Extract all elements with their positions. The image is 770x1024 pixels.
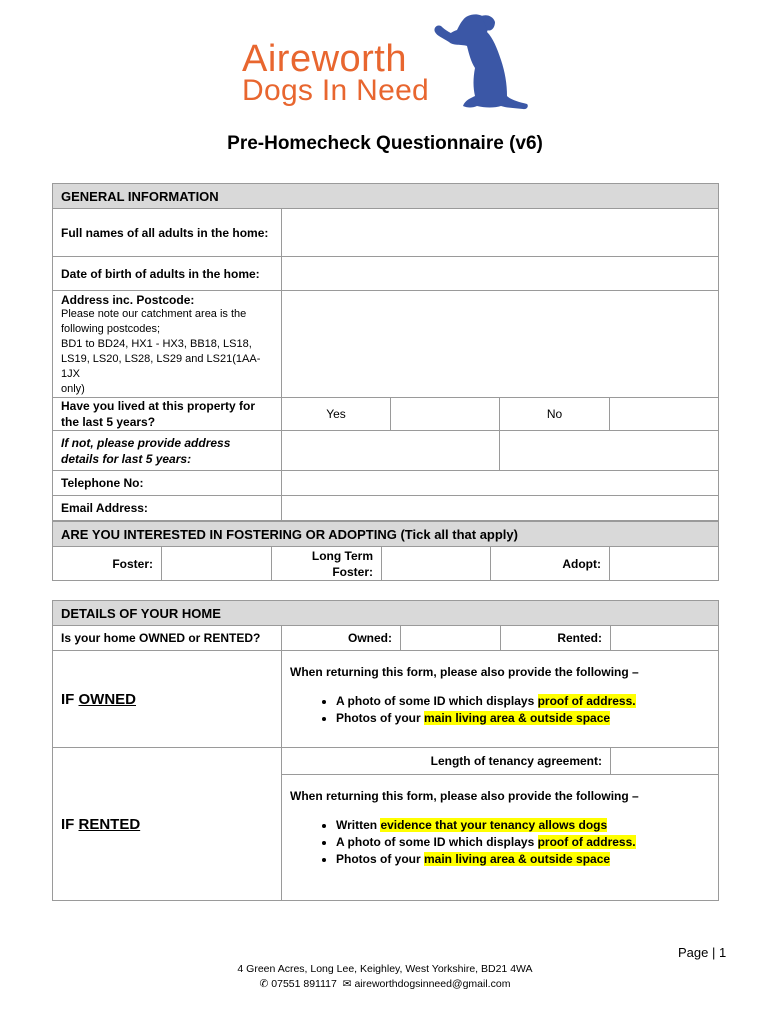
no-label: No [500,398,610,431]
adopt-tick-box[interactable] [610,547,719,581]
long-term-label-1: Long Term [311,548,373,563]
long-term-foster-label [272,547,382,581]
address-label-cell [53,291,282,398]
telephone-field[interactable] [282,471,719,496]
dog-logo-icon [423,12,533,116]
rented-bullet-1-highlight: evidence that your tenancy allows dogs [380,818,608,832]
foster-tick-box[interactable] [162,547,272,581]
owned-intro: When returning this form, please also provide the following – [290,665,639,679]
lived-label-cell [53,398,282,431]
page-number: Page | 1 [678,945,727,960]
rented-instructions [282,775,719,901]
tenancy-label: Length of tenancy agreement: [282,748,611,775]
prev-address-label-1: If not, please provide address [61,435,231,450]
home-details-header: DETAILS OF YOUR HOME [53,601,719,626]
owned-tick-box[interactable] [401,626,501,651]
footer-address: 4 Green Acres, Long Lee, Keighley, West Yorkshire, BD21 4WA [237,963,533,975]
no-tick-box[interactable] [610,398,719,431]
owned-rented-question: Is your home OWNED or RENTED? [53,626,282,651]
owned-instructions [282,651,719,748]
foster-label: Foster: [53,547,162,581]
footer-contact [0,977,770,992]
address-label: Address inc. Postcode: [61,293,195,307]
owned-bullet-1 [336,693,710,710]
prev-address-field-2[interactable] [500,431,719,471]
rented-bullet-3 [336,851,710,868]
address-note-2: following postcodes; [61,323,161,335]
prev-address-label-2: details for last 5 years: [61,451,192,466]
tenancy-field[interactable] [611,748,719,775]
logo [238,12,530,118]
email-field[interactable] [282,496,719,521]
long-term-label-2: Foster: [332,564,373,579]
if-rented-prefix: IF [61,815,79,833]
owned-bullet-2 [336,710,710,727]
interest-header: ARE YOU INTERESTED IN FOSTERING OR ADOPTING (Tick all that apply) [53,522,719,547]
general-information-table [52,183,719,521]
if-rented-heading [53,748,282,901]
rented-bullet-2-highlight: proof of address. [537,835,636,849]
dob-field[interactable] [282,257,719,291]
address-note-5: only) [61,383,85,395]
rented-bullet-3-text: Photos of your [336,852,424,866]
rented-intro: When returning this form, please also provide the following – [290,789,639,803]
phone-icon: ✆ [259,978,269,990]
rented-bullet-2 [336,834,710,851]
prev-address-field-1[interactable] [282,431,500,471]
if-owned-word: OWNED [78,690,136,708]
full-names-label: Full names of all adults in the home: [53,209,282,257]
footer-email: aireworthdogsinneed@gmail.com [354,978,511,990]
prev-address-label-cell [53,431,282,471]
owned-bullet-1-text: A photo of some ID which displays [336,694,538,708]
owned-label: Owned: [282,626,401,651]
address-note-3: BD1 to BD24, HX1 - HX3, BB18, LS18, [61,338,252,350]
email-label: Email Address: [53,496,282,521]
long-term-foster-tick-box[interactable] [382,547,491,581]
lived-label-2: the last 5 years? [61,415,156,429]
owned-bullet-2-text: Photos of your [336,711,424,725]
owned-bullet-2-highlight: main living area & outside space [424,711,611,725]
full-names-field[interactable] [282,209,719,257]
address-field[interactable] [282,291,719,398]
yes-tick-box[interactable] [391,398,500,431]
address-note-1: Please note our catchment area is the [61,308,247,320]
if-rented-word: RENTED [78,815,141,833]
interest-table [52,521,719,581]
if-owned-prefix: IF [61,690,79,708]
rented-bullet-1-text: Written [336,818,381,832]
adopt-label: Adopt: [491,547,610,581]
home-details-table [52,600,719,901]
yes-label: Yes [282,398,391,431]
owned-bullet-1-highlight: proof of address. [537,694,636,708]
rented-bullet-3-highlight: main living area & outside space [424,852,611,866]
lived-label-1: Have you lived at this property for [61,399,256,413]
general-information-header: GENERAL INFORMATION [53,184,719,209]
email-icon: ✉ [342,978,352,990]
address-note-4: LS19, LS20, LS28, LS29 and LS21(1AA-1JX [61,353,261,380]
dob-label: Date of birth of adults in the home: [53,257,282,291]
logo-line1: Aireworth [242,38,407,80]
telephone-label: Telephone No: [53,471,282,496]
if-owned-heading [53,651,282,748]
rented-bullet-2-text: A photo of some ID which displays [336,835,538,849]
document-title: Pre-Homecheck Questionnaire (v6) [227,133,543,154]
rented-label: Rented: [501,626,611,651]
rented-bullet-1 [336,817,710,834]
footer [0,962,770,992]
rented-tick-box[interactable] [611,626,719,651]
footer-phone: 07551 891117 [271,978,337,990]
logo-line2: Dogs In Need [242,74,430,107]
